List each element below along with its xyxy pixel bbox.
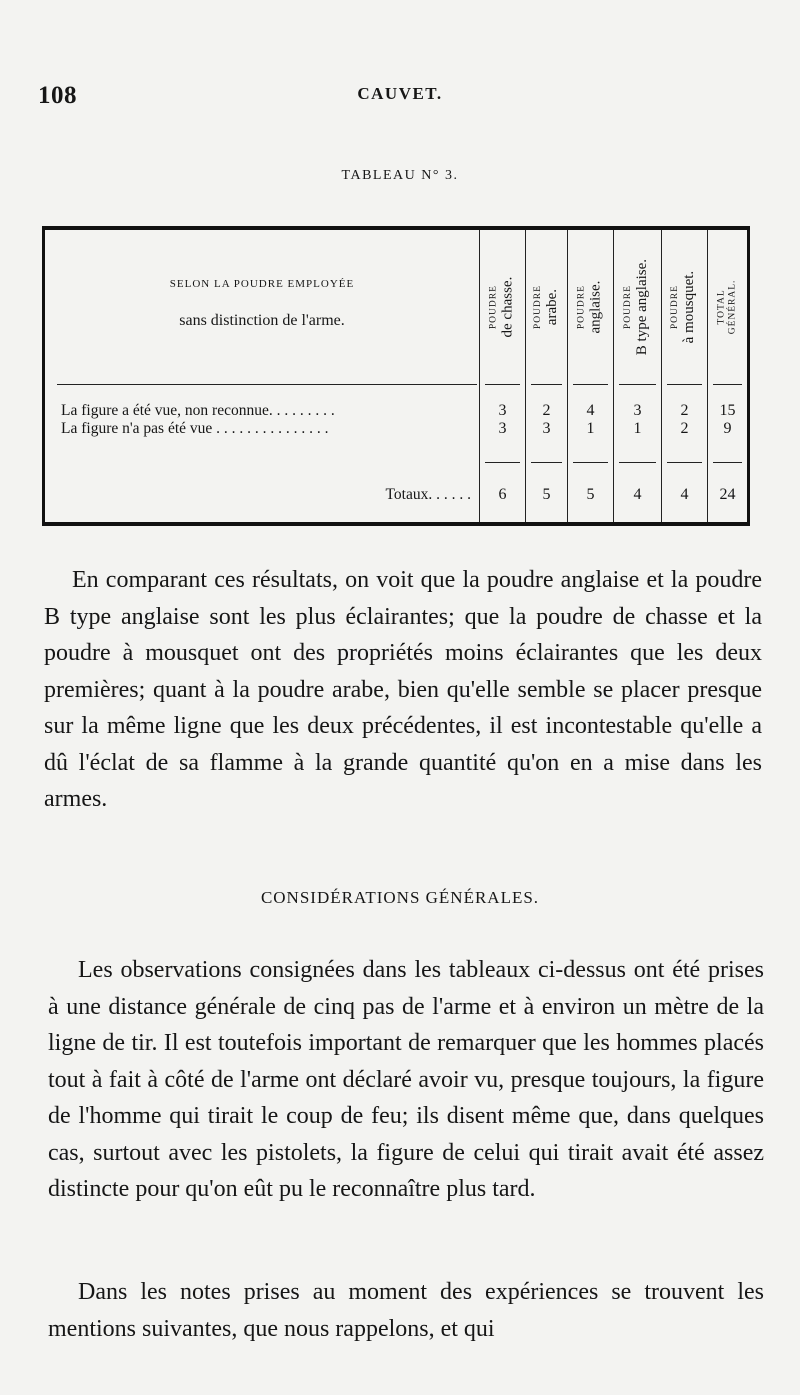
total-cell: 4 — [680, 486, 689, 503]
total-cell: 24 — [719, 486, 736, 503]
column-arabe — [525, 230, 567, 522]
table-cell: 1 — [633, 420, 642, 437]
results-table — [42, 226, 750, 526]
column-header-small: POUDRE — [670, 284, 681, 330]
table-cell: 3 — [498, 402, 507, 419]
column-anglaise — [567, 230, 613, 522]
column-total-general — [707, 230, 747, 522]
total-cell: 5 — [586, 486, 595, 503]
column-header-small: POUDRE — [488, 284, 499, 330]
table-stub — [45, 230, 479, 522]
table-cell: 15 — [719, 402, 736, 419]
table-cell: 4 — [586, 402, 595, 419]
column-header: de chasse. — [499, 276, 516, 338]
stub-rule — [57, 384, 477, 385]
total-cell: 5 — [542, 486, 551, 503]
paragraph-observations: Les observations consignées dans les tableaux ci-dessus ont été prises à une distance générale de cinq pas de l'arme et à environ un mètre de la ligne de tir. Il est toutefois important de remarquer que les hommes placés tout à fait à côté de l'arme ont déclaré avoir vu, presque toujours, la figure de l'homme qui tirait le coup de feu; ils disent même que, dans quelques cas, surtout avec les pistolets, la figure de celui qui tirait avait été assez distincte pour qu'on eût pu le reconnaître plus tard. — [48, 957, 764, 1202]
table-cell: 2 — [680, 402, 689, 419]
table-cell: 2 — [542, 402, 551, 419]
paragraph-comparison: En comparant ces résultats, on voit que la poudre anglaise et la poudre B type anglaise sont les plus éclairantes; que la poudre de chasse et la poudre à mousquet ont des propriétés moins éclairantes que les deux premières; quant à la poudre arabe, bien qu'elle semble se placer presque sur la même ligne que les deux précédentes, il est incontestable qu'elle a dû l'éclat de sa flamme à la grande quantité qu'on en a mise dans les armes. — [44, 567, 762, 812]
total-cell: 6 — [498, 486, 507, 503]
table-caption: TABLEAU N° 3. — [341, 168, 459, 183]
stub-heading: SELON LA POUDRE EMPLOYÉE — [169, 278, 355, 290]
stub-subheading: sans distinction de l'arme. — [179, 312, 345, 329]
column-header: anglaise. — [587, 280, 604, 334]
column-header: GÉNÉRAL. — [727, 279, 738, 335]
totals-label: Totaux. . . . . . — [385, 486, 471, 503]
table-cell: 3 — [542, 420, 551, 437]
table-cell: 9 — [723, 420, 732, 437]
table-cell: 1 — [586, 420, 595, 437]
paragraph-notes: Dans les notes prises au moment des expériences se trouvent les mentions suivantes, que nous rappelons, et qui — [48, 1279, 764, 1342]
column-header: à mousquet. — [681, 270, 698, 344]
row-label-pas-vue: La figure n'a pas été vue . . . . . . . . . . . . . . . — [61, 420, 329, 437]
column-de-chasse — [479, 230, 525, 522]
column-header-small: TOTAL — [716, 289, 727, 325]
row-label-vue: La figure a été vue, non reconnue. . . . . . . . . — [61, 402, 335, 419]
column-header-small: POUDRE — [576, 284, 587, 330]
table-cell: 3 — [498, 420, 507, 437]
column-header: B type anglaise. — [634, 258, 651, 356]
column-header-small: POUDRE — [532, 284, 543, 329]
page-number: 108 — [38, 82, 77, 109]
section-heading: CONSIDÉRATIONS GÉNÉRALES. — [260, 888, 540, 907]
column-a-mousquet — [661, 230, 707, 522]
table-cell: 2 — [680, 420, 689, 437]
table-cell: 3 — [633, 402, 642, 419]
column-header-small: POUDRE — [623, 284, 634, 329]
total-cell: 4 — [633, 486, 642, 503]
column-header: arabe. — [543, 288, 560, 326]
running-head: CAUVET. — [357, 84, 443, 103]
column-b-type-anglaise — [613, 230, 661, 522]
